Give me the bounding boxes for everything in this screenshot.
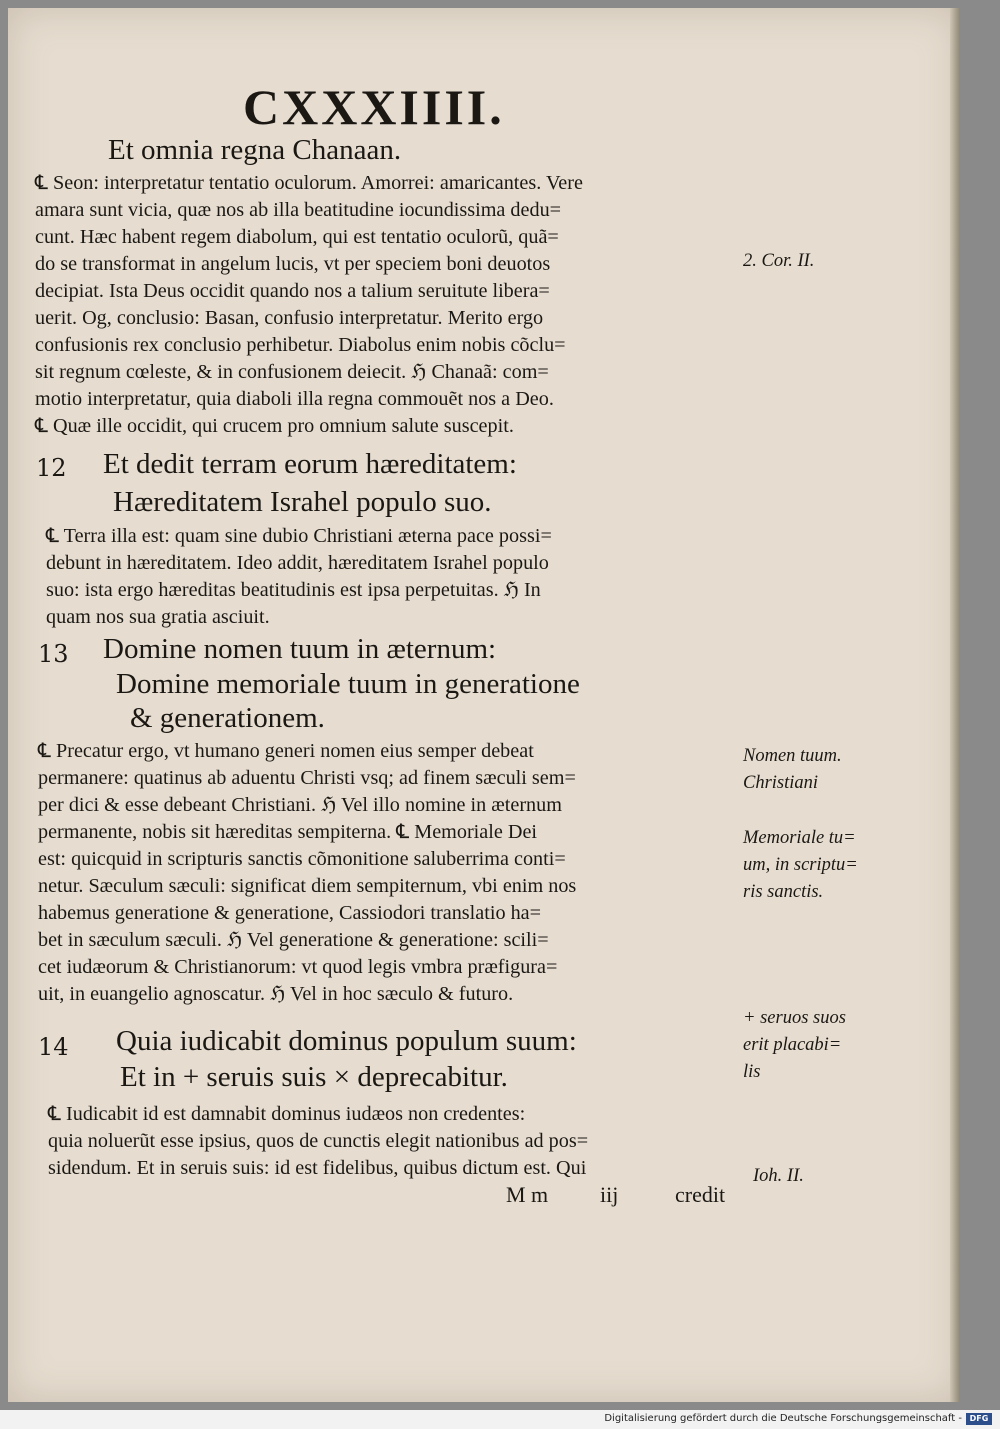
commentary-line: cet iudæorum & Christianorum: vt quod legis vmbra præfigura= — [38, 956, 558, 978]
commentary-line: ℄ Terra illa est: quam sine dubio Christiani æterna pace possi= — [46, 525, 552, 547]
commentary-line: confusionis rex conclusio perhibetur. Diabolus enim nobis cõclu= — [35, 334, 566, 356]
footer-bar — [0, 1410, 1000, 1429]
commentary-line: suo: ista ergo hæreditas beatitudinis est ipsa perpetuitas. ℌ In — [46, 579, 541, 601]
commentary-line: ℄ Seon: interpretatur tentatio oculorum. Amorrei: amaricantes. Vere — [35, 172, 583, 194]
commentary-line: motio interpretatur, quia diaboli illa regna commouẽt nos a Deo. — [35, 388, 554, 410]
commentary-line: netur. Sæculum sæculi: significat diem sempiternum, vbi enim nos — [38, 875, 577, 897]
verse-line: Quia iudicabit dominus populum suum: — [116, 1025, 577, 1057]
dfg-logo-icon: DFG — [966, 1413, 992, 1425]
commentary-line: ℄ Quæ ille occidit, qui crucem pro omnium salute suscepit. — [35, 415, 514, 437]
marginal-line: Nomen tuum. — [743, 746, 842, 766]
commentary-line: permanere: quatinus ab aduentu Christi vsq; ad finem sæculi sem= — [38, 767, 576, 789]
commentary-line: permanente, nobis sit hæreditas sempiterna. ℄ Memoriale Dei — [38, 821, 538, 843]
marginal-note — [743, 1005, 846, 1086]
commentary-line: est: quicquid in scripturis sanctis cõmonitione saluberrima conti= — [38, 848, 566, 870]
commentary-line: habemus generatione & generatione, Cassiodori translatio ha= — [38, 902, 542, 924]
verse-line: Et omnia regna Chanaan. — [108, 134, 402, 166]
commentary-block-2 — [46, 523, 552, 631]
commentary-block-3 — [38, 738, 576, 1008]
commentary-line: ℄ Iudicabit id est damnabit dominus iudæos non credentes: — [48, 1103, 526, 1125]
commentary-block-1 — [35, 170, 583, 440]
signature-mark: M m — [506, 1182, 549, 1207]
commentary-line: decipiat. Ista Deus occidit quando nos a talium seruitute libera= — [35, 280, 550, 302]
verse-number: 14 — [38, 1033, 69, 1061]
signature-number: iij — [600, 1182, 619, 1207]
commentary-line: amara sunt vicia, quæ nos ab illa beatitudine iocundissima dedu= — [35, 199, 562, 221]
commentary-line: quia noluerũt esse ipsius, quos de cunctis elegit nationibus ad pos= — [48, 1130, 589, 1152]
verse-number: 13 — [38, 640, 69, 668]
book-page — [8, 8, 960, 1402]
commentary-line: per dici & esse debeant Christiani. ℌ Vel illo nomine in æternum — [38, 794, 562, 816]
commentary-line: do se transformat in angelum lucis, vt per speciem boni deuotos — [35, 253, 551, 275]
commentary-line: sit regnum cœleste, & in confusionem deiecit. ℌ Chanaã: com= — [35, 361, 549, 383]
commentary-line: ℄ Precatur ergo, vt humano generi nomen eius semper debeat — [38, 740, 534, 762]
verse-line: & generationem. — [130, 702, 325, 734]
marginal-note — [743, 825, 858, 906]
verse-line: Domine memoriale tuum in generatione — [116, 668, 580, 700]
marginal-line: ris sanctis. — [743, 882, 824, 902]
page-heading: CXXXIIII. — [243, 79, 505, 135]
commentary-line: sidendum. Et in seruis suis: id est fidelibus, quibus dictum est. Qui — [48, 1157, 587, 1179]
marginal-line: + seruos suos — [743, 1008, 846, 1028]
catchword: credit — [675, 1182, 726, 1207]
marginal-note: Ioh. II. — [753, 1166, 804, 1186]
footer-credit: Digitalisierung gefördert durch die Deutsche Forschungsgemeinschaft - — [604, 1413, 962, 1424]
commentary-block-4 — [48, 1101, 588, 1182]
verse-line: Hæreditatem Israhel populo suo. — [113, 486, 492, 518]
commentary-line: uerit. Og, conclusio: Basan, confusio interpretatur. Merito ergo — [35, 307, 544, 329]
marginal-line: Memoriale tu= — [743, 828, 856, 848]
commentary-line: cunt. Hæc habent regem diabolum, qui est tentatio oculorũ, quã= — [35, 226, 559, 248]
marginal-note: 2. Cor. II. — [743, 251, 815, 271]
marginal-note — [743, 743, 842, 797]
verse-line: Domine nomen tuum in æternum: — [103, 633, 497, 665]
verse-line: Et dedit terram eorum hæreditatem: — [103, 448, 517, 480]
commentary-line: quam nos sua gratia asciuit. — [46, 606, 270, 628]
marginal-line: erit placabi= — [743, 1035, 842, 1055]
commentary-line: uit, in euangelio agnoscatur. ℌ Vel in hoc sæculo & futuro. — [38, 983, 514, 1005]
verse-number: 12 — [36, 454, 67, 482]
page-edge — [950, 8, 960, 1402]
marginal-line: Christiani — [743, 773, 819, 793]
commentary-line: debunt in hæreditatem. Ideo addit, hæreditatem Israhel populo — [46, 552, 549, 574]
marginal-line: lis — [743, 1062, 761, 1082]
commentary-line: bet in sæculum sæculi. ℌ Vel generatione & generatione: scili= — [38, 929, 549, 951]
verse-line: Et in + seruis suis × deprecabitur. — [120, 1061, 508, 1093]
marginal-line: um, in scriptu= — [743, 855, 858, 875]
